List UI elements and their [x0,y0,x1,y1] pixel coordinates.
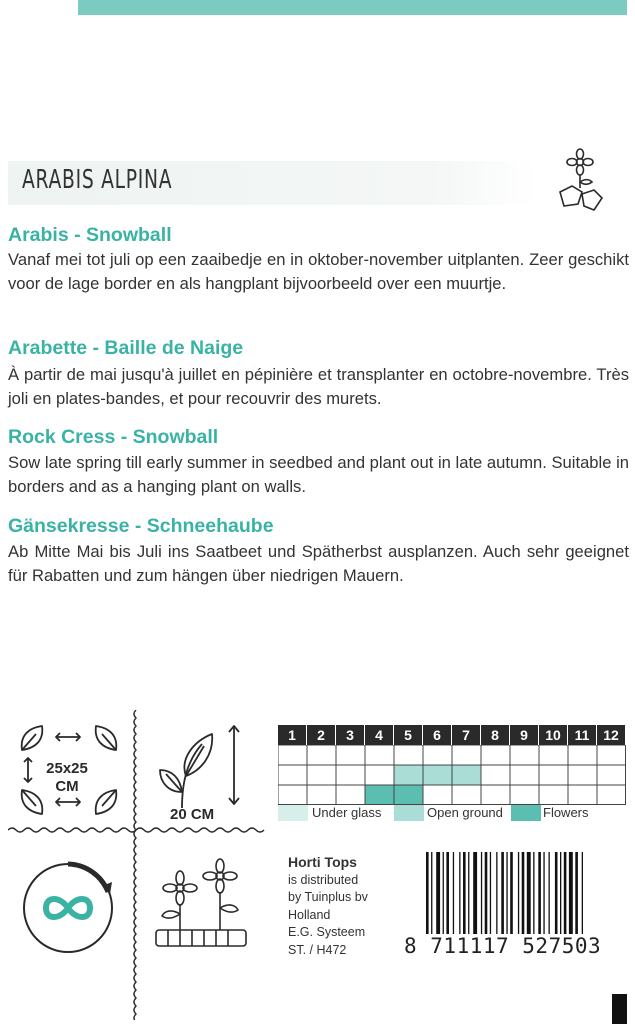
calendar-month-12: 12 [597,725,625,745]
legend-swatch-under-glass [278,805,308,821]
calendar-cell-flowers-5 [394,785,423,805]
legend-swatch-open-ground [394,805,424,821]
legend-swatch-flowers [511,805,541,821]
calendar-grid [278,745,626,805]
calendar-cell-open-ground-6 [423,765,452,785]
page-title: ARABIS ALPINA [22,165,173,195]
calendar-month-5: 5 [394,725,422,745]
distributor-line: ST. / H472 [288,942,347,957]
distributor-name: Horti Tops [288,854,357,870]
calendar-month-10: 10 [539,725,567,745]
section-text-french: À partir de mai jusqu'à juillet en pépinière et transplanter en octobre-novembre. Très joli en plates-bandes, et pour recouvrir des murets. [8,365,629,408]
spacing-unit: CM [55,778,79,795]
height-label: 20 CM [170,806,215,823]
calendar-month-4: 4 [365,725,393,745]
distributor-line: is distributed [288,872,359,887]
wavy-separator-vertical [132,710,140,1020]
distributor-line: by Tuinplus bv [288,890,368,904]
corner-mark [612,994,627,1024]
distributor-line: Holland [288,907,331,922]
top-accent-bar [78,0,627,15]
section-text-english: Sow late spring till early summer in seedbed and plant out in late autumn. Suitable in borders and as a hanging plant on walls. [8,453,629,496]
section-heading-french: Arabette - Baille de Naige [8,337,244,359]
flower-pot-icon [548,148,610,216]
section-heading-dutch: Arabis - Snowball [8,224,172,246]
distributor-line: E.G. Systeem [288,925,366,939]
distributor-block [288,854,368,959]
calendar-cell-open-ground-7 [452,765,481,785]
seed-tray-icon [150,852,252,954]
section-heading-english: Rock Cress - Snowball [8,426,219,448]
calendar-month-1: 1 [278,725,306,745]
calendar-month-11: 11 [568,725,596,745]
height-leaf-icon [152,720,252,810]
calendar-cell-open-ground-5 [394,765,423,785]
barcode-digits: 8 711117 527503 [404,934,602,958]
legend-under-glass: Under glass [312,805,382,820]
legend-flowers: Flowers [543,805,589,820]
calendar-month-3: 3 [336,725,364,745]
perennial-infinity-icon [16,856,120,960]
calendar-cell-flowers-4 [365,785,394,805]
section-text-dutch: Vanaf mei tot juli op een zaaibedje en in oktober-november uitplanten. Zeer geschikt voor de lage border en als hangplant bijvoorbeeld over een muurtje. [8,250,629,293]
legend-open-ground: Open ground [427,805,503,820]
section-heading-german: Gänsekresse - Schneehaube [8,515,274,537]
calendar-month-2: 2 [307,725,335,745]
section-text-german: Ab Mitte Mai bis Juli ins Saatbeet und Spätherbst ausplanzen. Auch sehr geeignet für Rabatten und zum hängen über niedrigen Mauern. [8,542,629,585]
spacing-label: 25x25 [46,760,88,777]
calendar-month-6: 6 [423,725,451,745]
calendar-month-8: 8 [481,725,509,745]
calendar-month-7: 7 [452,725,480,745]
calendar-month-9: 9 [510,725,538,745]
